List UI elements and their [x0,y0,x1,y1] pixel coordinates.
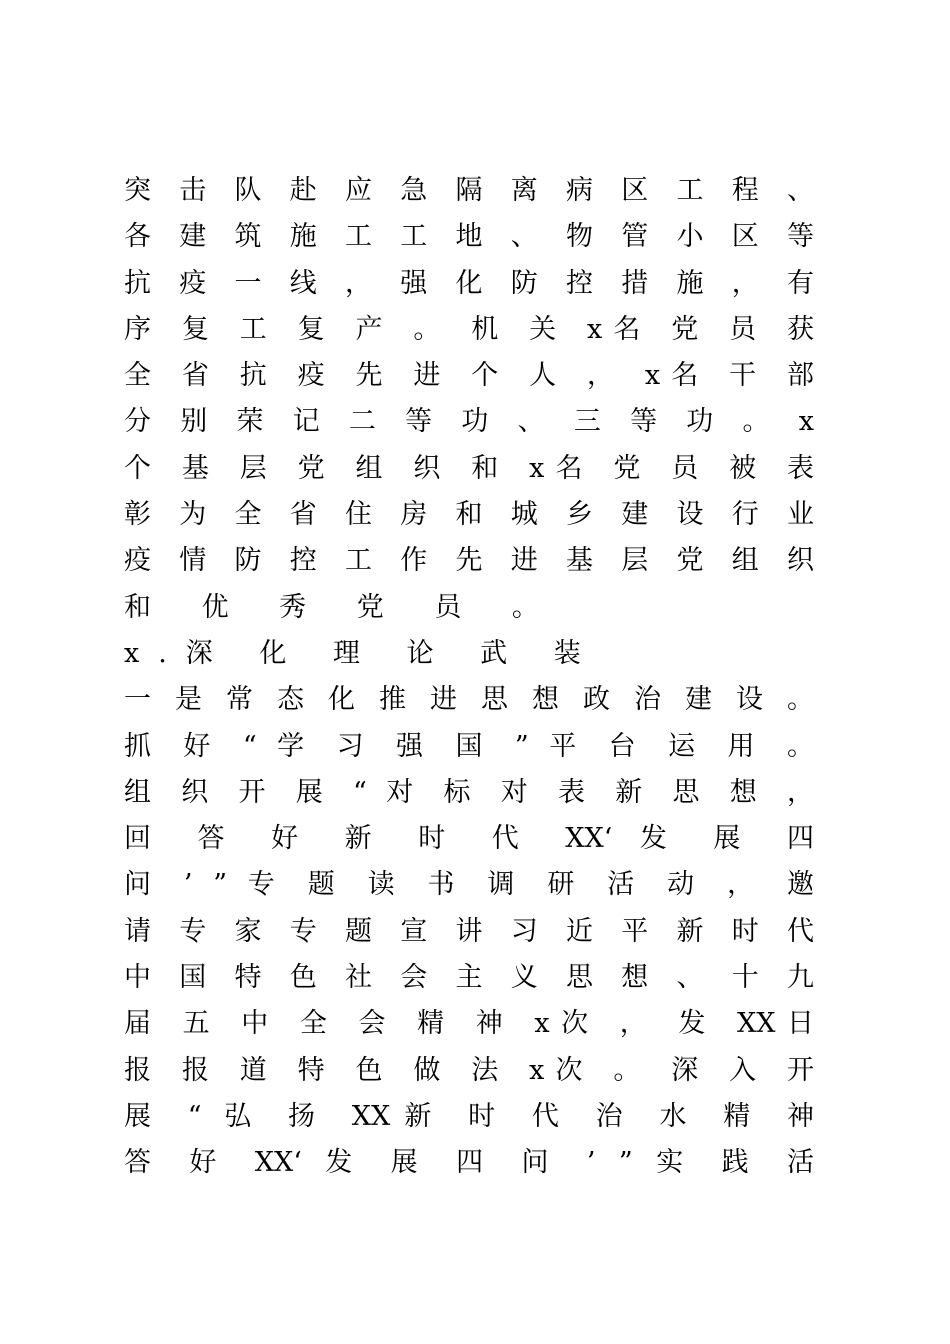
text-line: 问 ’ ” 专 题 读 书 调 研 活 动 ， 邀 [124,869,814,901]
text-line: 抗 疫 一 线 ， 强 化 防 控 措 施 ， 有 [124,267,814,299]
text-line: 疫 情 防 控 工 作 先 进 基 层 党 组 织 [124,545,814,577]
section-heading: x.深 化 理 论 武 装 [124,637,600,669]
document-body [124,168,814,1187]
text-line: 届 五 中 全 会 精 神 x次 ， 发 XX日 [124,1008,814,1040]
text-line: 报 报 道 特 色 做 法 x次 。 深 入 开 [124,1054,814,1086]
text-line: 彰 为 全 省 住 房 和 城 乡 建 设 行 业 [124,499,814,531]
text-line: 请 专 家 专 题 宣 讲 习 近 平 新 时 代 [124,915,814,947]
text-line: 和 优 秀 党 员 。 [124,591,560,623]
text-line: 展 “ 弘 扬 XX新 时 代 治 水 精 神 [124,1100,814,1132]
text-line: 组 织 开 展 “ 对 标 对 表 新 思 想 ， [124,776,814,808]
text-line: 突 击 队 赴 应 急 隔 离 病 区 工 程 、 [124,175,814,206]
text-line: 答 好 XX‘ 发 展 四 问 ’ ” 实 践 活 [124,1147,814,1179]
text-line: 一 是 常 态 化 推 进 思 想 政 治 建 设 。 [124,684,814,716]
text-line: 个 基 层 党 组 织 和 x名 党 员 被 表 [124,452,814,484]
text-line: 全 省 抗 疫 先 进 个 人 ， x名 干 部 [124,360,814,392]
text-line: 各 建 筑 施 工 工 地 、 物 管 小 区 等 [124,221,814,253]
text-line: 分 别 荣 记 二 等 功 、 三 等 功 。 x [124,406,814,438]
text-line: 序 复 工 复 产 。 机 关 x名 党 员 获 [124,313,814,345]
text-line: 抓 好 “ 学 习 强 国 ” 平 台 运 用 。 [124,730,814,762]
text-line: 回 答 好 新 时 代 XX‘ 发 展 四 [124,823,814,855]
text-line: 中 国 特 色 社 会 主 义 思 想 、 十 九 [124,962,814,994]
